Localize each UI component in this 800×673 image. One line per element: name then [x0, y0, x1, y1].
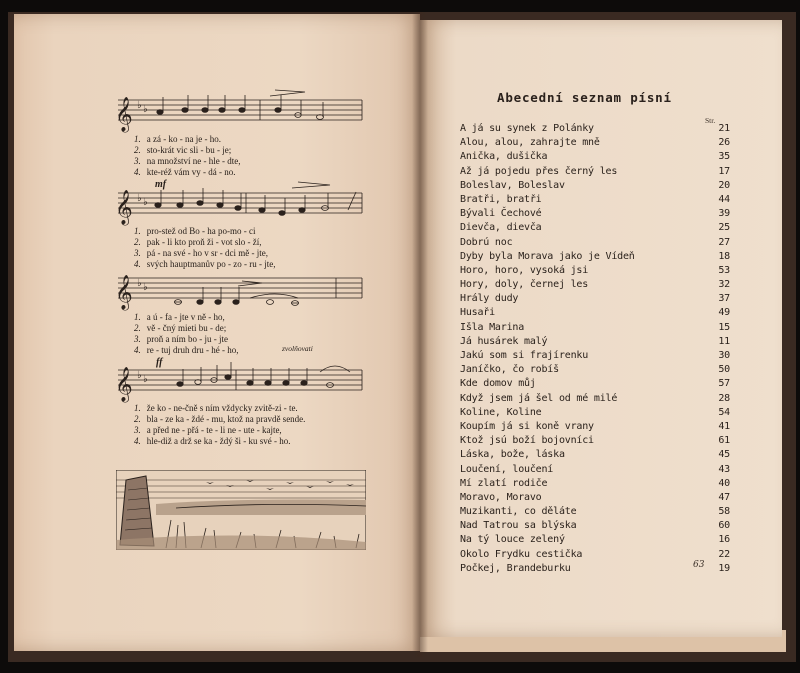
toc-entry: Mí zlatí rodiče 40 [460, 477, 730, 489]
lyric-line: 4. re - tuj druh dru - hé - ho, [134, 345, 239, 355]
toc-entry: Když jsem já šel od mé milé 28 [460, 392, 730, 404]
toc-entry: Nad Tatrou sa blýska 60 [460, 520, 730, 532]
staff-3 [115, 275, 362, 311]
svg-text:♭: ♭ [137, 370, 142, 381]
lyric-line: 3. pá - na své - ho v sr - dci mě - jte, [134, 248, 268, 258]
staff-4 [115, 362, 362, 403]
svg-text:♭: ♭ [137, 278, 142, 289]
lyric-line: 1. že ko - ne-čně s ním vždycky zvitě-zi - te. [134, 403, 298, 413]
toc-entry: Dobrú noc 27 [460, 236, 730, 248]
svg-text:𝄞: 𝄞 [115, 275, 133, 310]
toc-entry: Kde domov můj 57 [460, 378, 730, 390]
staff-2 [115, 182, 362, 226]
dynamic-ff: ff [156, 357, 163, 368]
staff-1 [115, 90, 362, 133]
toc-entry: Loučení, loučení 43 [460, 463, 730, 475]
lyric-line: 4. hle-diž a drž se ka - ždý ši - ku své - ho. [134, 436, 291, 446]
toc-entry: Dievča, dievča 25 [460, 222, 730, 234]
lyric-line: 4. svých hauptmanův po - zo - ru - jte, [134, 259, 276, 269]
page-column-label: Str. [705, 116, 716, 125]
svg-text:𝄞: 𝄞 [115, 97, 133, 132]
lyric-line: 3. proň a ním bo - ju - jte [134, 334, 228, 344]
svg-text:♭: ♭ [143, 374, 148, 385]
lyric-line: 1. a zá - ko - na je - ho. [134, 134, 221, 144]
toc-entry: Janíčko, čo robíš 50 [460, 364, 730, 376]
toc-entry: Láska, bože, láska 45 [460, 449, 730, 461]
toc-entry: Až já pojedu přes černý les 17 [460, 165, 730, 177]
svg-text:♭: ♭ [143, 197, 148, 208]
toc-entry: Moravo, Moravo 47 [460, 491, 730, 503]
toc-entry: Hrály dudy 37 [460, 293, 730, 305]
svg-text:𝄞: 𝄞 [115, 367, 133, 402]
toc-entry: Počkej, Brandeburku 19 [460, 562, 730, 574]
lyric-line: 2. bla - ze ka - ždé - mu, ktož na pravdě sende. [134, 414, 306, 424]
svg-text:♭: ♭ [143, 104, 148, 115]
lyric-line: 3. a před ne - přá - te - li ne - ute - kajte, [134, 425, 282, 435]
toc-entry: Anička, dušička 35 [460, 151, 730, 163]
svg-text:♭: ♭ [137, 193, 142, 204]
lyric-line: 2. pak - li kto proň ži - vot slo - ží, [134, 237, 262, 247]
toc-entry: Na tý louce zelený 16 [460, 534, 730, 546]
toc-entry: Husaři 49 [460, 307, 730, 319]
lyric-line: 2. sto-krát vic sli - bu - je; [134, 145, 232, 155]
lyric-line: 4. kte-réž vám vy - dá - no. [134, 167, 236, 177]
toc-entry: Boleslav, Boleslav 20 [460, 179, 730, 191]
toc-entry: Alou, alou, zahrajte mně 26 [460, 137, 730, 149]
lyric-line: 1. pro-stež od Bo - ha po-mo - ci [134, 226, 256, 236]
lyric-line: 2. vě - čný mieti bu - de; [134, 323, 227, 333]
lyric-line: 1. a ú - fa - jte v ně - ho, [134, 312, 225, 322]
dynamic-mf: mf [155, 179, 167, 190]
svg-text:♭: ♭ [143, 282, 148, 293]
toc-entry: A já su synek z Polánky 21 [460, 123, 730, 134]
toc-list [460, 123, 730, 577]
svg-text:𝄞: 𝄞 [115, 190, 133, 225]
toc-entry: Bratři, bratři 44 [460, 193, 730, 205]
lyric-line: 3. na množství ne - hle - dte, [134, 156, 241, 166]
tempo-annotation: zvolňovati [282, 344, 313, 353]
toc-entry: Koupím já si koně vrany 41 [460, 420, 730, 432]
toc-entry: Muzikanti, co děláte 58 [460, 506, 730, 518]
landscape-illustration [116, 470, 366, 550]
toc-entry: Dyby byla Morava jako je Vídeň 18 [460, 250, 730, 262]
toc-entry: Hory, doly, černej les 32 [460, 279, 730, 291]
toc-entry: Jakú som si frajírenku 30 [460, 350, 730, 361]
page-number: 63 [693, 560, 705, 570]
toc-entry: Koline, Koline 54 [460, 406, 730, 418]
toc-entry: Išla Marina 15 [460, 321, 730, 333]
svg-text:♭: ♭ [137, 100, 142, 111]
toc-entry: Okolo Frydku cestička 22 [460, 548, 730, 560]
toc-entry: Já husárek malý 11 [460, 335, 730, 347]
toc-title: Abecední seznam písní [497, 90, 672, 105]
toc-entry: Ktož jsú boží bojovníci 61 [460, 435, 730, 447]
toc-entry: Horo, horo, vysoká jsi 53 [460, 264, 730, 276]
toc-entry: Bývali Čechové 39 [460, 208, 730, 220]
